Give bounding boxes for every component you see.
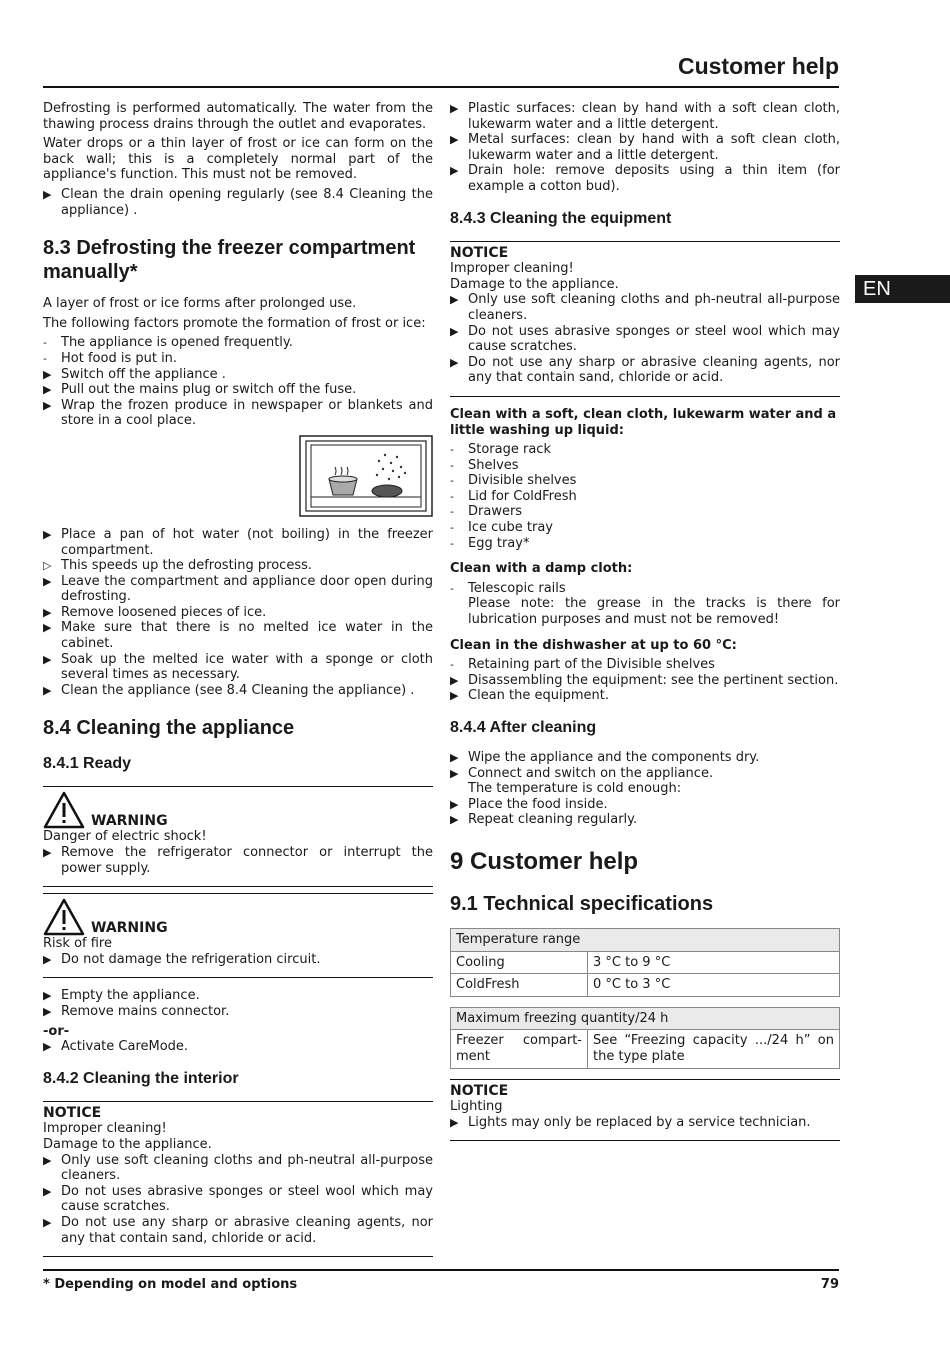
warning-text: Risk of fire <box>43 936 112 952</box>
warning-triangle-icon <box>43 791 85 829</box>
arrow-icon: ▶ <box>450 293 459 307</box>
subsection-heading: 8.4.4 After cleaning <box>450 719 597 736</box>
equipment-list <box>450 442 840 551</box>
notice-text: Lighting <box>450 1099 503 1115</box>
step-list <box>450 292 840 386</box>
arrow-icon: ▶ <box>43 1040 52 1054</box>
page-number: 79 <box>820 1277 839 1292</box>
list-item: ▶ Soak up the melted ice water with a sponge or cloth several times as necessary. <box>43 651 433 683</box>
paragraph: The following factors promote the formation of frost or ice: <box>43 315 426 331</box>
step-list <box>43 527 433 699</box>
notice-text: Improper cleaning! <box>450 261 574 277</box>
arrow-icon: ▶ <box>450 102 459 115</box>
list-item-note: Please note: the grease in the tracks is there for lubrication purposes and must not be removed! <box>468 596 840 628</box>
freezer-with-pan-icon <box>299 435 433 517</box>
notice-heading: NOTICE <box>450 244 509 261</box>
language-tab: EN <box>855 275 950 303</box>
list-item: - Divisible shelves <box>450 473 577 489</box>
list-item: ▶ Leave the compartment and appliance door open during defrosting. <box>43 573 433 605</box>
table-header: Maximum freezing quantity/24 h <box>451 1007 840 1030</box>
notice-text: Improper cleaning! <box>43 1121 167 1137</box>
arrow-icon: ▶ <box>450 324 459 338</box>
list-item: ▶ Only use soft cleaning cloths and ph-neutral all-purpose cleaners. <box>43 1152 433 1184</box>
list-item: ▶ Clean the drain opening regularly (see 8.4 Cleaning the appliance) . <box>43 186 433 218</box>
temperature-table <box>450 928 840 997</box>
list-item: - The appliance is opened frequently. <box>43 335 293 351</box>
page-title: Customer help <box>677 53 839 79</box>
subsection-heading: 8.4.1 Ready <box>43 755 132 773</box>
step-list <box>43 335 433 429</box>
step-list <box>43 1153 433 1247</box>
arrow-icon: ▶ <box>43 187 52 201</box>
list-item: ▶ Do not damage the refrigeration circuit. <box>43 951 321 967</box>
paragraph: A layer of frost or ice forms after prolonged use. <box>43 296 357 312</box>
chapter-heading: 9 Customer help <box>450 847 639 875</box>
subheading: Clean in the dishwasher at up to 60 °C: <box>450 637 737 653</box>
section-heading: 9.1 Technical specifications <box>450 892 714 915</box>
subsection-heading: 8.4.2 Cleaning the interior <box>43 1069 239 1087</box>
list-item: ▶ Metal surfaces: clean by hand with a soft clean cloth, lukewarm water and a little detergent. <box>450 132 840 163</box>
list-item: ▶ Place the food inside. <box>450 796 608 812</box>
page-footer <box>43 1269 839 1293</box>
list-item: ▶ Activate CareMode. <box>43 1039 189 1055</box>
list-item: ▶ Remove loosened pieces of ice. <box>43 604 267 620</box>
list-item: ▶ Remove the refrigerator connector or interrupt the power supply. <box>43 845 433 876</box>
list-item: ▶ Only use soft cleaning cloths and ph-neutral all-purpose cleaners. <box>450 292 840 323</box>
list-item: ▶ Remove mains connector. <box>43 1004 230 1019</box>
list-item: ▶ Do not uses abrasive sponges or steel wool which may cause scratches. <box>450 323 840 355</box>
warning-box <box>43 786 433 887</box>
step-list <box>450 101 840 195</box>
table-header: Temperature range <box>451 928 840 951</box>
list-item: ▶ Do not use any sharp or abrasive cleaning agents, nor any that contain sand, chloride or acid. <box>450 354 840 386</box>
notice-box <box>43 1101 433 1257</box>
list-item: ▶ Lights may only be replaced by a service technician. <box>450 1114 811 1130</box>
list-item: The temperature is cold enough: <box>468 781 682 797</box>
table-row: ColdFresh 0 °C to 3 °C <box>451 974 840 997</box>
list-item: ▶ Make sure that there is no melted ice water in the cabinet. <box>43 620 433 652</box>
list-item: ▶ Repeat cleaning regularly. <box>450 812 638 828</box>
step-list <box>450 750 840 828</box>
notice-heading: NOTICE <box>43 1104 102 1121</box>
arrow-icon: ▶ <box>43 1184 52 1198</box>
arrow-icon: ▶ <box>43 1215 52 1229</box>
list-item: ▶ Pull out the mains plug or switch off the fuse. <box>43 382 357 398</box>
arrow-icon: ▶ <box>450 133 459 147</box>
warning-heading: WARNING <box>91 919 168 936</box>
list-item: - Retaining part of the Divisible shelves <box>450 657 715 673</box>
step-list <box>43 187 433 218</box>
list-item: ▶ Clean the appliance (see 8.4 Cleaning the appliance) . <box>43 682 415 698</box>
equipment-list <box>450 581 840 628</box>
right-column <box>450 101 840 1149</box>
arrow-icon: ▶ <box>43 1153 52 1167</box>
step-list <box>43 1039 433 1055</box>
list-item: ▶ Empty the appliance. <box>43 988 200 1004</box>
warning-triangle-icon <box>43 898 85 936</box>
warning-box <box>43 893 433 978</box>
list-item: ▶ Clean the equipment. <box>450 688 609 704</box>
arrow-icon: ▶ <box>450 1115 459 1129</box>
step-list <box>450 1115 840 1131</box>
table-row: Freezer compartment See “Freezing capacity .../24 h” on the type plate <box>451 1030 840 1068</box>
list-item: ▶ Do not uses abrasive sponges or steel wool which may cause scratches. <box>43 1183 433 1215</box>
notice-heading: NOTICE <box>450 1082 509 1099</box>
warning-heading: WARNING <box>91 812 168 829</box>
subheading: Clean with a soft, clean cloth, lukewarm water and a little washing up liquid: <box>450 406 837 438</box>
list-item: - Telescopic rails <box>450 580 566 596</box>
list-item: - Egg tray* <box>450 535 530 551</box>
list-item: ▶ Plastic surfaces: clean by hand with a soft clean cloth, lukewarm water and a little detergent. <box>450 101 840 132</box>
list-item: ▶ Disassembling the equipment: see the pertinent section. <box>450 672 839 688</box>
list-item: - Drawers <box>450 504 523 520</box>
arrow-icon: ▶ <box>43 846 52 860</box>
subheading: Clean with a damp cloth: <box>450 561 633 577</box>
section-heading: 8.4 Cleaning the appliance <box>43 717 295 740</box>
list-item: ▶ Wipe the appliance and the components dry. <box>450 750 760 765</box>
arrow-icon: ▶ <box>43 952 52 966</box>
section-heading: 8.3 Defrosting the freezer compartment manually* <box>43 237 416 284</box>
list-item: ▶ Drain hole: remove deposits using a thin item (for example a cotton bud). <box>450 163 840 194</box>
paragraph: Water drops or a thin layer of frost or ice can form on the back wall; this is a completely normal part of the appliance's function. This must not be removed. <box>43 136 433 183</box>
list-item: - Ice cube tray <box>450 520 553 536</box>
table-row: Cooling 3 °C to 9 °C <box>451 951 840 974</box>
notice-text: Damage to the appliance. <box>43 1136 212 1152</box>
defrost-illustration <box>43 435 433 517</box>
notice-text: Damage to the appliance. <box>450 276 619 292</box>
step-list <box>43 845 433 876</box>
list-item: - Hot food is put in. <box>43 350 178 366</box>
list-item: ▶ Place a pan of hot water (not boiling) in the freezer compartment. <box>43 526 433 558</box>
list-item: - Storage rack <box>450 442 551 458</box>
list-item: - Shelves <box>450 457 519 473</box>
paragraph: Defrosting is performed automatically. The water from the thawing process drains through the outlet and evaporates. <box>43 101 433 132</box>
arrow-icon: ▶ <box>450 355 459 369</box>
list-item: ▶ Connect and switch on the appliance. <box>450 765 714 781</box>
arrow-icon: ▶ <box>450 164 459 178</box>
list-item: ▷ This speeds up the defrosting process. <box>43 558 312 574</box>
left-column <box>43 101 433 1265</box>
notice-box <box>450 1079 840 1142</box>
list-item: - Lid for ColdFresh <box>450 488 577 504</box>
warning-text: Danger of electric shock! <box>43 829 207 845</box>
step-list <box>450 657 840 704</box>
or-label: -or- <box>43 1023 70 1039</box>
footnote: * Depending on model and options <box>43 1277 298 1292</box>
notice-box <box>450 241 840 397</box>
step-list <box>43 952 433 968</box>
list-item: ▶ Do not use any sharp or abrasive cleaning agents, nor any that contain sand, chloride or acid. <box>43 1214 433 1246</box>
step-list <box>43 988 433 1019</box>
list-item: ▶ Switch off the appliance . <box>43 366 226 382</box>
freezing-table <box>450 1007 840 1069</box>
page-header <box>43 52 839 88</box>
subsection-heading: 8.4.3 Cleaning the equipment <box>450 209 672 227</box>
list-item: ▶ Wrap the frozen produce in newspaper or blankets and store in a cool place. <box>43 397 433 429</box>
